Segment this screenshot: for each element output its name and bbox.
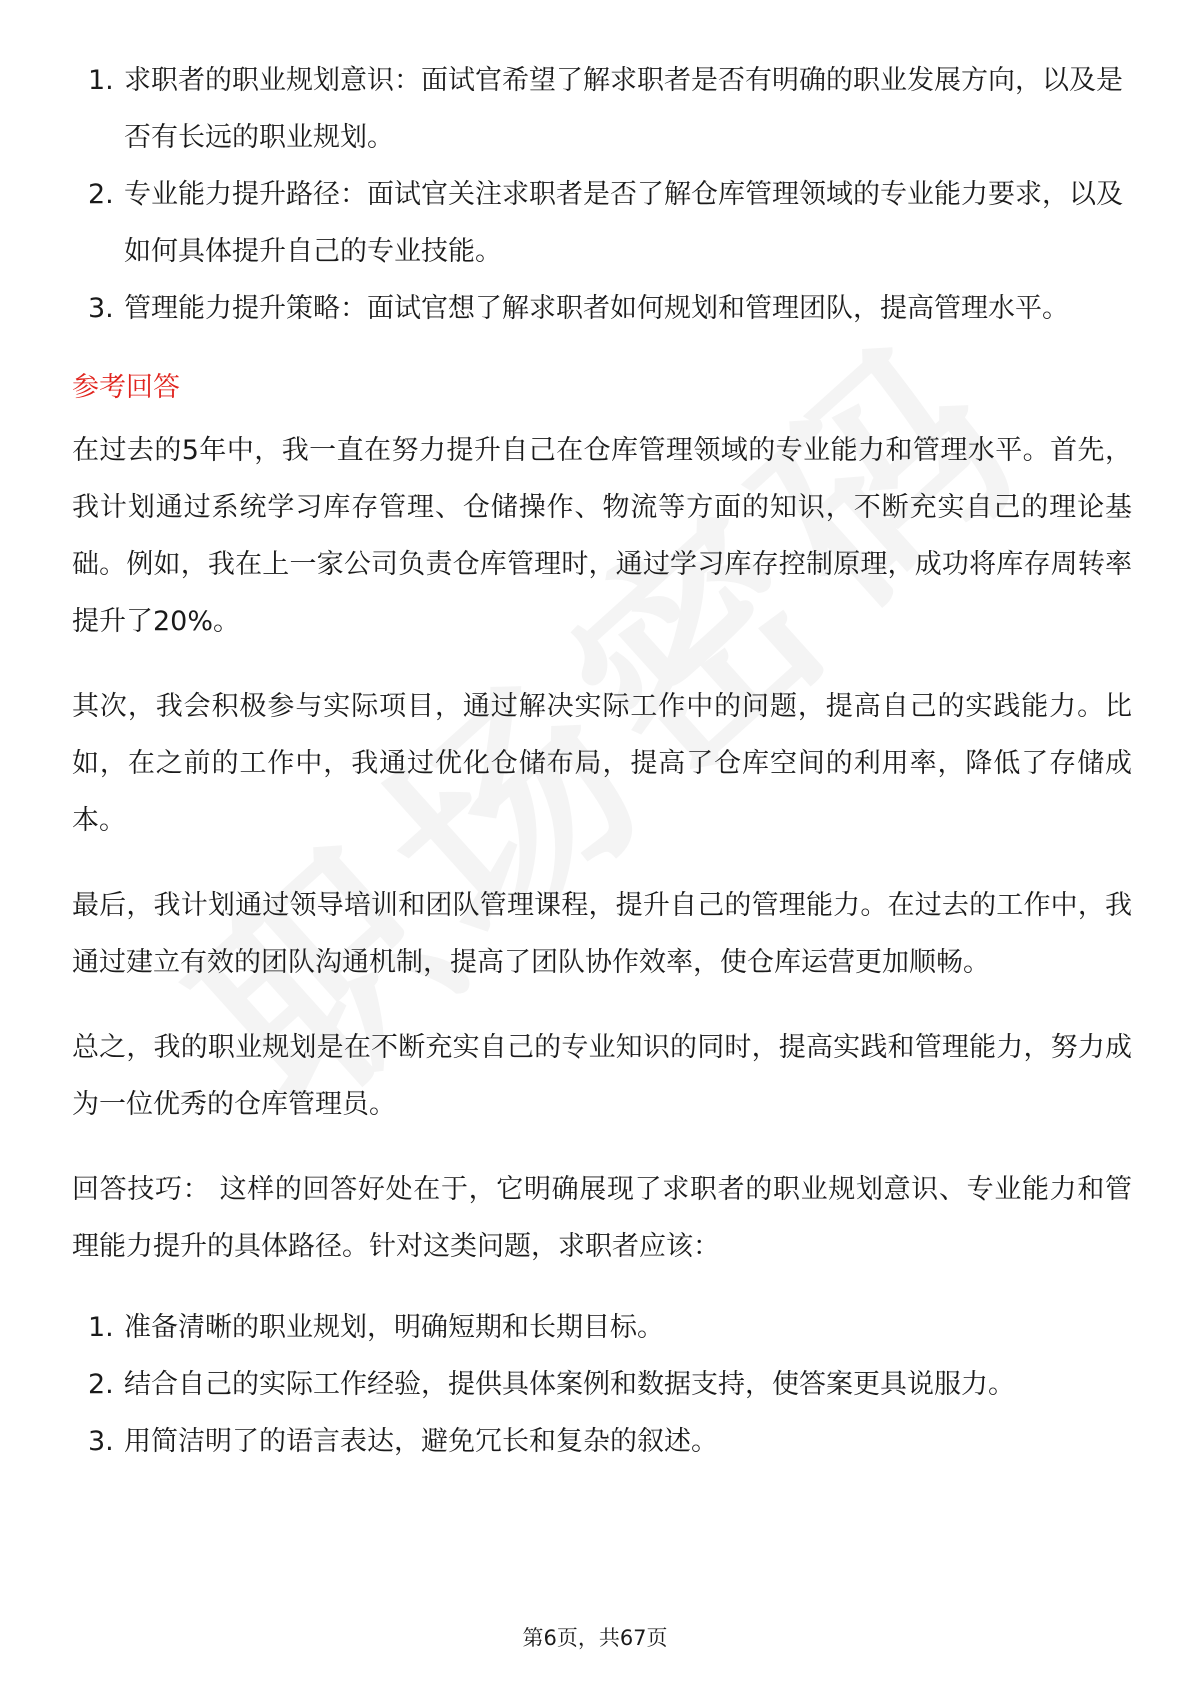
reference-answer-heading: 参考回答 [72, 372, 180, 403]
list-item-number: 3. [88, 293, 114, 324]
list-item [72, 1356, 1132, 1413]
list-item-text: 准备清晰的职业规划，明确短期和长期目标。 [124, 1312, 664, 1343]
list-item [72, 280, 1132, 337]
paragraph: 总之，我的职业规划是在不断充实自己的专业知识的同时，提高实践和管理能力，努力成为一位优秀的仓库管理员。 [72, 1032, 1132, 1120]
answer-tips-paragraph: 回答技巧： 这样的回答好处在于，它明确展现了求职者的职业规划意识、专业能力和管理能力提升的具体路径。针对这类问题，求职者应该： [72, 1174, 1132, 1262]
list-item [72, 166, 1132, 280]
list-item [72, 1299, 1132, 1356]
list-item-number: 3. [88, 1426, 114, 1457]
list-item-number: 1. [88, 65, 114, 96]
list-item-text: 专业能力提升路径：面试官关注求职者是否了解仓库管理领域的专业能力要求，以及如何具体提升自己的专业技能。 [124, 179, 1123, 267]
list-item-number: 1. [88, 1312, 114, 1343]
list-item-text: 用简洁明了的语言表达，避免冗长和复杂的叙述。 [124, 1426, 718, 1457]
list-item-text: 结合自己的实际工作经验，提供具体案例和数据支持，使答案更具说服力。 [124, 1369, 1015, 1400]
list-item [72, 1413, 1132, 1470]
list-item-number: 2. [88, 179, 114, 210]
tips-list [72, 1299, 1132, 1470]
page-content [72, 52, 1132, 1470]
list-item-text: 求职者的职业规划意识：面试官希望了解求职者是否有明确的职业发展方向，以及是否有长远的职业规划。 [124, 65, 1123, 153]
paragraph: 最后，我计划通过领导培训和团队管理课程，提升自己的管理能力。在过去的工作中，我通过建立有效的团队沟通机制，提高了团队协作效率，使仓库运营更加顺畅。 [72, 890, 1132, 978]
list-item [72, 52, 1132, 166]
list-item-text: 管理能力提升策略：面试官想了解求职者如何规划和管理团队，提高管理水平。 [124, 293, 1069, 324]
paragraph: 其次，我会积极参与实际项目，通过解决实际工作中的问题，提高自己的实践能力。比如，在之前的工作中，我通过优化仓储布局，提高了仓库空间的利用率，降低了存储成本。 [72, 691, 1132, 836]
intro-list [72, 52, 1132, 337]
page-footer: 第6页，共67页 [522, 1626, 668, 1650]
list-item-number: 2. [88, 1369, 114, 1400]
paragraph: 在过去的5年中，我一直在努力提升自己在仓库管理领域的专业能力和管理水平。首先，我计划通过系统学习库存管理、仓储操作、物流等方面的知识，不断充实自己的理论基础。例如，我在上一家公司负责仓库管理时，通过学习库存控制原理，成功将库存周转率提升了20%。 [72, 435, 1132, 637]
